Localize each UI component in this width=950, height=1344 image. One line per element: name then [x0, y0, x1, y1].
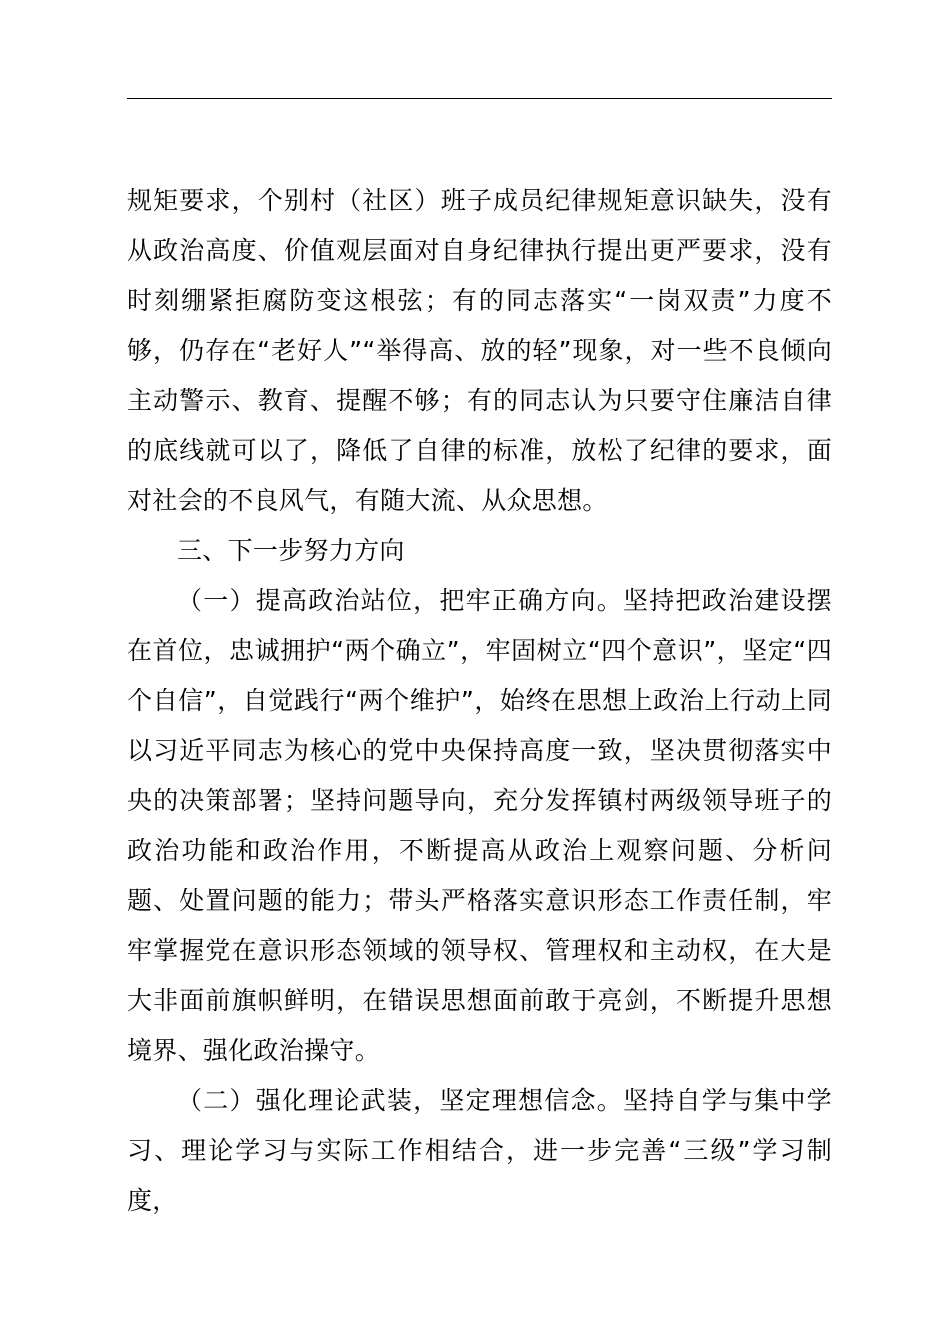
paragraph-continuation: 规矩要求，个别村（社区）班子成员纪律规矩意识缺失，没有从政治高度、价值观层面对自身纪律执行提出更严要求，没有时刻绷紧拒腐防变这根弦；有的同志落实“一岗双责”力度不够，仍存在“老好人”“举得高、放的轻”现象，对一些不良倾向主动警示、教育、提醒不够；有的同志认为只要守住廉洁自律的底线就可以了，降低了自律的标准，放松了纪律的要求，面对社会的不良风气，有随大流、从众思想。	[127, 186, 832, 515]
header-rule	[127, 98, 832, 99]
document-body	[127, 176, 832, 1226]
section-heading: 三、下一步努力方向	[177, 536, 405, 565]
paragraph-theory-study: （二）强化理论武装，坚定理想信念。坚持自学与集中学习、理论学习与实际工作相结合，进一步完善“三级”学习制度，	[127, 1086, 832, 1215]
paragraph-political-position: （一）提高政治站位，把牢正确方向。坚持把政治建设摆在首位，忠诚拥护“两个确立”，牢固树立“四个意识”，坚定“四个自信”，自觉践行“两个维护”，始终在思想上政治上行动上同以习近平同志为核心的党中央保持高度一致，坚决贯彻落实中央的决策部署；坚持问题导向，充分发挥镇村两级领导班子的政治功能和政治作用，不断提高从政治上观察问题、分析问题、处置问题的能力；带头严格落实意识形态工作责任制，牢牢掌握党在意识形态领域的领导权、管理权和主动权，在大是大非面前旗帜鲜明，在错误思想面前敢于亮剑，不断提升思想境界、强化政治操守。	[127, 586, 832, 1065]
